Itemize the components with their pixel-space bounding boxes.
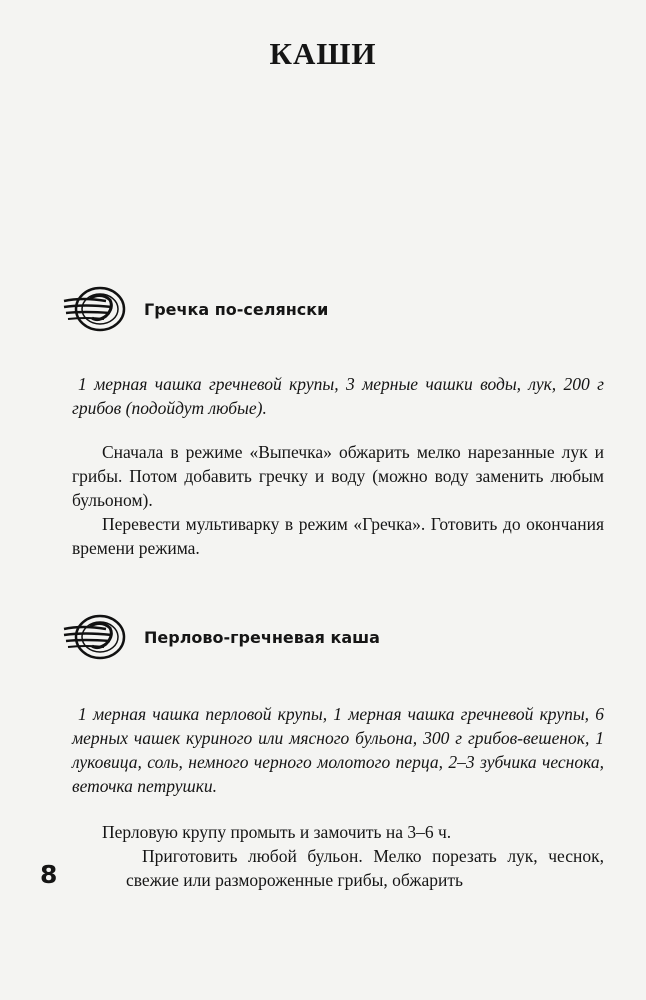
- recipe-header-1: [62, 286, 328, 332]
- recipe-step: Перловую крупу промыть и замочить на 3–6 ч.: [102, 822, 452, 842]
- plate-icon: [62, 286, 126, 332]
- plate-icon: [62, 614, 126, 660]
- ingredients-text: 1 мерная чашка гречневой крупы, 3 мерные чашки воды, лук, 200 г грибов (подойдут любые).: [72, 374, 604, 418]
- recipe-ingredients: [72, 372, 604, 420]
- recipe-ingredients: [72, 702, 604, 798]
- recipe-step: Сначала в режиме «Выпечка» обжарить мелко нарезанные лук и грибы. Потом добавить гречку и воду (можно воду заменить любым бульоном).: [72, 442, 604, 510]
- page-title: КАШИ: [269, 36, 377, 71]
- recipe-title: Гречка по-селянски: [144, 299, 329, 319]
- recipe-step: Перевести мультиварку в режим «Гречка». Готовить до окончания времени режима.: [72, 514, 604, 558]
- recipe-step: Приготовить любой бульон. Мелко порезать лук, чеснок, свежие или размороженные грибы, обжарить: [126, 846, 604, 890]
- recipe-header-2: [62, 614, 380, 660]
- recipe-title: Перлово-гречневая каша: [144, 627, 380, 647]
- ingredients-text: 1 мерная чашка перловой крупы, 1 мерная чашка гречневой крупы, 6 мерных чашек куриного или мясного бульона, 300 г грибов-вешенок, 1 луковица, соль, немного черного молотого перца, 2–3 зубчика чеснока, веточка петрушки.: [72, 704, 604, 796]
- page-number: 8: [40, 860, 58, 889]
